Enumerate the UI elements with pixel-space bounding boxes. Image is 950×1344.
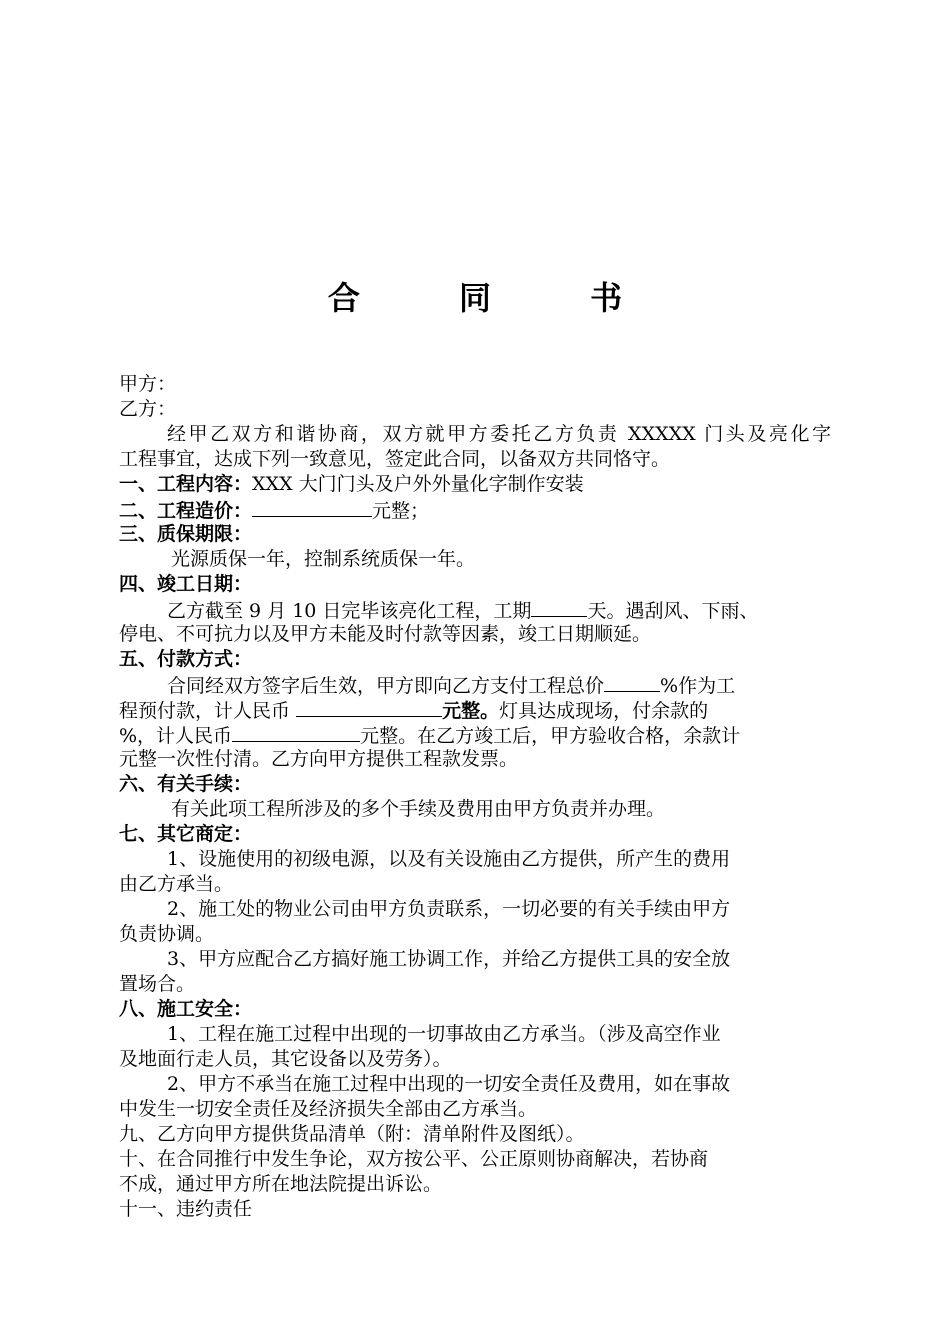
section-5-line-4: 元整一次性付清。乙方向甲方提供工程款发票。 (119, 748, 519, 770)
section-5-line-2 (119, 697, 831, 722)
document-title: 合 同 书 (327, 279, 667, 317)
section-9: 九、乙方向甲方提供货品清单（附：清单附件及图纸）。 (119, 1123, 585, 1145)
prepay-amount-blank (296, 697, 442, 717)
section-8-item-1-line-1: 1、工程在施工过程中出现的一切事故由乙方承当。（涉及高空作业 (167, 1023, 721, 1045)
section-5-line-3 (119, 722, 831, 747)
section-1-heading: 一、工程内容： (119, 473, 253, 495)
section-8-item-1-line-2: 及地面行走人员，其它设备以及劳务）。 (119, 1048, 452, 1070)
section-4-line-2: 停电、不可抗力以及甲方未能及时付款等因素，竣工日期顺延。 (119, 623, 652, 645)
section-8-item-2-line-1: 2、甲方不承当在施工过程中出现的一切安全责任及费用，如在事故 (167, 1073, 731, 1095)
preamble-line-2: 工程事宜，达成下列一致意见，签定此合同，以备双方共同恪守。 (119, 448, 671, 470)
section-5-line-1 (119, 672, 831, 697)
section-7-item-1-line-2: 由乙方承当。 (119, 873, 234, 895)
section-4-text-a: 乙方截至 9 月 10 日完毕该亮化工程，工期 (167, 600, 532, 622)
section-5-text-a: 合同经双方签字后生效，甲方即向乙方支付工程总价 (167, 675, 605, 697)
section-8-item-2-line-2: 中发生一切安全责任及经济损失全部由乙方承当。 (119, 1098, 538, 1120)
section-2 (119, 497, 831, 522)
section-3-heading: 三、质保期限： (119, 523, 253, 545)
section-5-text-c: 程预付款，计人民币 (119, 700, 291, 722)
section-5-text-b: %作为工 (660, 675, 736, 697)
section-4-heading: 四、竣工日期： (119, 573, 253, 595)
percent-blank (604, 672, 660, 692)
section-6-heading: 六、有关手续： (119, 773, 253, 795)
section-2-heading: 二、工程造价： (119, 500, 253, 522)
section-5-heading: 五、付款方式： (119, 648, 253, 670)
section-1-text: XXX 大门门头及户外外量化字制作安装 (252, 473, 584, 495)
section-7-item-3-line-2: 置场合。 (119, 973, 196, 995)
section-7-item-2-line-1: 2、施工处的物业公司由甲方负责联系，一切必要的有关手续由甲方 (167, 898, 731, 920)
section-3-text: 光源质保一年，控制系统质保一年。 (171, 548, 476, 570)
section-7-item-2-line-2: 负责协调。 (119, 923, 215, 945)
party-a-label: 甲方： (119, 373, 177, 395)
balance-amount-blank (232, 722, 360, 742)
section-4-line-1 (119, 597, 831, 622)
price-blank (252, 497, 372, 517)
section-6-text: 有关此项工程所涉及的多个手续及费用由甲方负责并办理。 (171, 798, 666, 820)
section-4-text-b: 天。遇刮风、下雨、 (587, 600, 759, 622)
section-5-text-d: 元整。 (442, 700, 500, 722)
section-10-line-1: 十、在合同推行中发生争论，双方按公平、公正原则协商解决，若协商 (119, 1148, 709, 1170)
section-11: 十一、违约责任 (119, 1198, 253, 1220)
section-1 (119, 472, 831, 497)
duration-blank (531, 597, 587, 617)
party-b-label: 乙方： (119, 398, 177, 420)
section-7-heading: 七、其它商定： (119, 823, 253, 845)
document-body (119, 372, 831, 1222)
section-8-heading: 八、施工安全： (119, 998, 253, 1020)
section-7-item-1-line-1: 1、设施使用的初级电源，以及有关设施由乙方提供，所产生的费用 (167, 848, 731, 870)
preamble-line-1: 经甲乙双方和谐协商，双方就甲方委托乙方负责 XXXXX 门头及亮化字 (167, 423, 831, 445)
section-5-text-f: %，计人民币 (119, 725, 233, 747)
section-7-item-3-line-1: 3、甲方应配合乙方搞好施工协调工作，并给乙方提供工具的安全放 (167, 948, 731, 970)
section-5-text-e: 灯具达成现场，付余款的 (499, 700, 709, 722)
section-5-text-g: 元整。在乙方竣工后，甲方验收合格，余款计 (360, 725, 741, 747)
section-2-suffix: 元整； (372, 500, 430, 522)
section-10-line-2: 不成，通过甲方所在地法院提出诉讼。 (119, 1173, 443, 1195)
